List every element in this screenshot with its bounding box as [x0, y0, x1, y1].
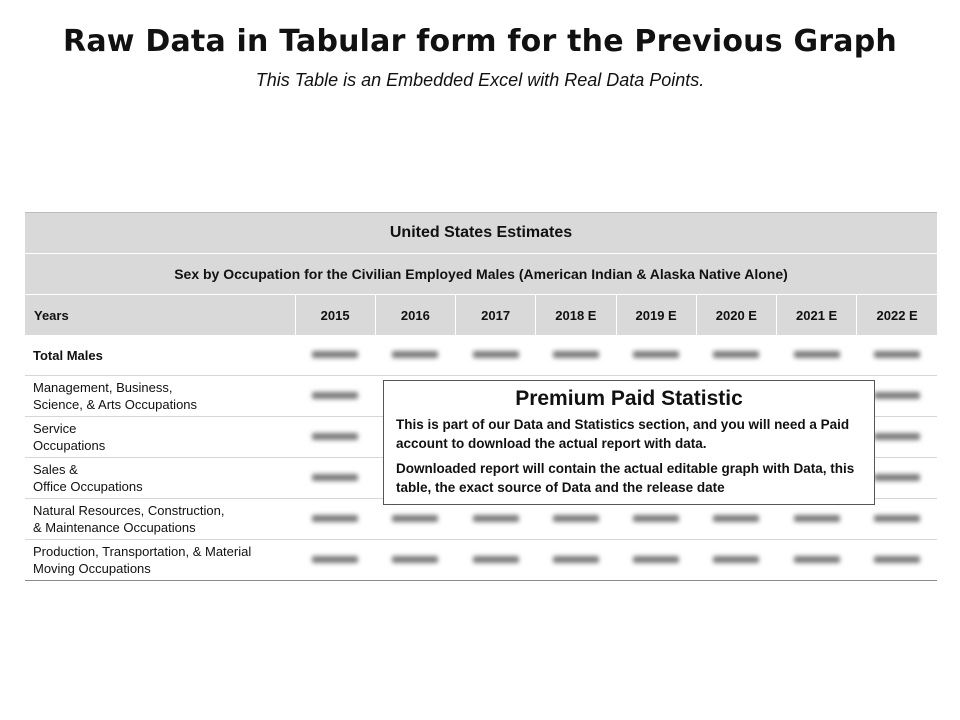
blurred-value-cell [295, 376, 375, 417]
premium-heading: Premium Paid Statistic [515, 387, 743, 410]
blurred-value [713, 556, 759, 563]
blurred-value-cell [295, 499, 375, 540]
premium-text-2: Downloaded report will contain the actual editable graph with Data, this table, the exact source of Data and the release date [396, 461, 855, 495]
years-label: Years [25, 295, 295, 336]
premium-text-1: This is part of our Data and Statistics section, and you will need a Paid account to download the actual report with data. [396, 417, 850, 451]
blurred-value-cell [777, 540, 857, 581]
blurred-value [553, 515, 599, 522]
year-header: 2018 E [536, 295, 616, 336]
year-header: 2020 E [696, 295, 776, 336]
row-label: Management, Business, Science, & Arts Occupations [25, 376, 295, 417]
blurred-value [794, 351, 840, 358]
table-row [25, 540, 937, 581]
blurred-value [874, 556, 920, 563]
blurred-value [794, 515, 840, 522]
blurred-value-cell [696, 540, 776, 581]
blurred-value-cell [616, 540, 696, 581]
blurred-value [473, 556, 519, 563]
premium-paid-overlay [383, 380, 875, 505]
page-subtitle: This Table is an Embedded Excel with Real Data Points. [255, 70, 705, 90]
blurred-value [312, 556, 358, 563]
blurred-value [874, 474, 920, 481]
blurred-value [473, 351, 519, 358]
blurred-value [312, 433, 358, 440]
blurred-value [553, 556, 599, 563]
blurred-value [312, 351, 358, 358]
blurred-value [312, 515, 358, 522]
blurred-value-cell [295, 458, 375, 499]
row-label: Service Occupations [25, 417, 295, 458]
blurred-value-cell [295, 417, 375, 458]
blurred-value [312, 392, 358, 399]
blurred-value-cell [857, 335, 937, 376]
year-header: 2015 [295, 295, 375, 336]
blurred-value [392, 556, 438, 563]
blurred-value [874, 515, 920, 522]
blurred-value [633, 556, 679, 563]
row-label: Natural Resources, Construction, & Maintenance Occupations [25, 499, 295, 540]
blurred-value [633, 351, 679, 358]
page-title: Raw Data in Tabular form for the Previous Graph [63, 24, 897, 59]
blurred-value-cell [295, 540, 375, 581]
blurred-value [392, 515, 438, 522]
table-header: United States Estimates [25, 213, 937, 254]
year-header: 2021 E [777, 295, 857, 336]
blurred-value [874, 392, 920, 399]
blurred-value-cell [456, 540, 536, 581]
blurred-value [713, 351, 759, 358]
blurred-value [553, 351, 599, 358]
blurred-value-cell [536, 540, 616, 581]
blurred-value [633, 515, 679, 522]
blurred-value-cell [456, 335, 536, 376]
blurred-value-cell [777, 335, 857, 376]
year-header: 2022 E [857, 295, 937, 336]
year-header: 2016 [375, 295, 455, 336]
row-label: Production, Transportation, & Material Moving Occupations [25, 540, 295, 581]
table-subheader: Sex by Occupation for the Civilian Employed Males (American Indian & Alaska Native Alone) [25, 254, 937, 295]
blurred-value-cell [536, 335, 616, 376]
year-header: 2019 E [616, 295, 696, 336]
blurred-value-cell [295, 335, 375, 376]
blurred-value-cell [696, 335, 776, 376]
table-row [25, 335, 937, 376]
blurred-value-cell [857, 540, 937, 581]
year-header: 2017 [456, 295, 536, 336]
blurred-value [473, 515, 519, 522]
blurred-value [874, 351, 920, 358]
row-label: Total Males [25, 335, 295, 376]
blurred-value [312, 474, 358, 481]
row-label: Sales & Office Occupations [25, 458, 295, 499]
blurred-value [874, 433, 920, 440]
blurred-value [713, 515, 759, 522]
blurred-value [392, 351, 438, 358]
blurred-value-cell [375, 335, 455, 376]
blurred-value-cell [616, 335, 696, 376]
blurred-value [794, 556, 840, 563]
blurred-value-cell [375, 540, 455, 581]
